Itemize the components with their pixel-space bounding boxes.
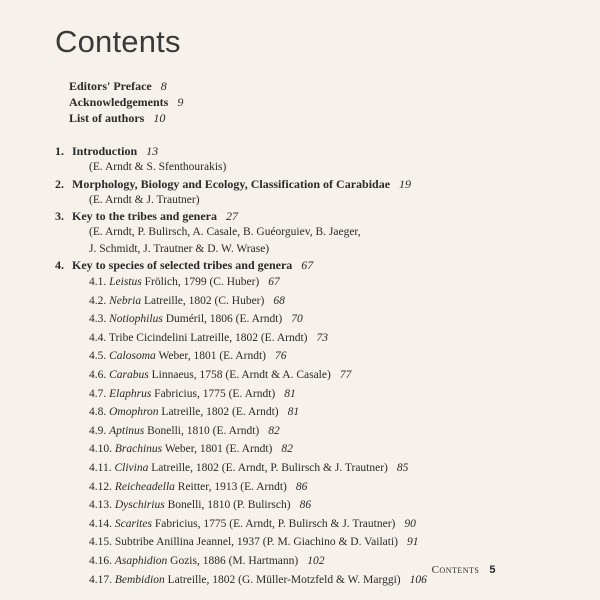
section-label: Weber, 1801 (E. Arndt)	[158, 350, 266, 363]
chapter-authors: (E. Arndt, P. Bulirsch, A. Casale, B. Guéorguiev, B. Jaeger,	[89, 226, 361, 238]
page-number: 82	[268, 424, 280, 437]
chapter-authors: (E. Arndt & J. Trautner)	[89, 193, 200, 206]
page-number: 27	[225, 209, 238, 223]
page-number: 9	[177, 95, 184, 109]
section-number: 4.2.	[89, 294, 107, 307]
page-number: 82	[281, 443, 293, 456]
chapter-authors: J. Schmidt, J. Trautner & D. W. Wrase)	[89, 242, 270, 255]
chapter-number: 3.	[55, 209, 64, 223]
chapter-number: 1.	[55, 144, 64, 158]
section-number: 4.7.	[89, 387, 107, 400]
folio-page-number: 5	[489, 564, 496, 576]
section-number: 4.10.	[89, 443, 112, 456]
page-number: 19	[399, 176, 412, 191]
chapter-label: Key to species of selected tribes and genera	[72, 258, 293, 272]
entry-label: Acknowledgements	[69, 95, 169, 109]
entry-label: Editors' Preface	[69, 79, 152, 93]
section-label: Fabricius, 1775 (E. Arndt, P. Bulirsch & J. Trautner)	[154, 517, 396, 530]
taxon-name: Carabus	[109, 368, 149, 381]
taxon-name: Brachinus	[114, 443, 163, 456]
section-entry[interactable]	[55, 515, 595, 534]
section-number: 4.8.	[89, 406, 107, 419]
section-entry[interactable]	[55, 533, 595, 552]
page-number: 77	[339, 368, 352, 381]
section-number: 4.1.	[89, 276, 107, 288]
page-number: 76	[274, 350, 287, 363]
section-label: Gozis, 1886 (M. Hartmann)	[170, 554, 299, 567]
section-label: Latreille, 1802 (G. Müller-Motzfeld & W. Marggi)	[167, 573, 401, 586]
section-label: Bonelli, 1810 (P. Bulirsch)	[167, 499, 291, 512]
taxon-name: Calosoma	[109, 350, 156, 363]
section-label: Weber, 1801 (E. Arndt)	[164, 443, 273, 456]
section-entry[interactable]	[55, 366, 595, 385]
section-label: Fabricius, 1775 (E. Arndt)	[154, 387, 276, 400]
section-entry[interactable]	[55, 310, 595, 329]
page-number: 8	[160, 79, 167, 93]
section-label: Frölich, 1799 (C. Huber)	[144, 276, 260, 288]
page-number: 106	[409, 573, 427, 586]
chapter-1	[55, 143, 595, 176]
page-number: 73	[316, 331, 328, 344]
page-number: 86	[295, 480, 308, 493]
taxon-name: Reicheadella	[114, 480, 175, 493]
toc-entry[interactable]	[69, 94, 183, 110]
section-number: 4.11.	[89, 461, 112, 474]
taxon-name: Nebria	[109, 294, 142, 307]
section-label: Latreille, 1802 (E. Arndt, P. Bulirsch & J. Trautner)	[151, 461, 388, 474]
taxon-name: Clivina	[114, 461, 149, 474]
section-entry[interactable]	[55, 440, 595, 459]
section-number: 4.16.	[89, 554, 112, 567]
chapter-number: 4.	[55, 258, 64, 272]
chapter-title[interactable]	[55, 257, 595, 273]
entry-label: List of authors	[69, 111, 145, 125]
section-label: Bonelli, 1810 (E. Arndt)	[147, 424, 260, 437]
chapter-authors: (E. Arndt & S. Sfenthourakis)	[89, 161, 227, 173]
taxon-name: Bembidion	[114, 573, 165, 586]
chapter-label: Key to the tribes and genera	[72, 209, 217, 223]
taxon-name: Omophron	[109, 406, 159, 419]
chapter-3	[55, 208, 595, 257]
page-number: 81	[287, 406, 300, 419]
chapter-title[interactable]	[55, 176, 595, 192]
front-matter-list	[69, 78, 183, 126]
section-entry[interactable]	[55, 496, 595, 515]
section-number: 4.14.	[89, 517, 112, 530]
section-label: Duméril, 1806 (E. Arndt)	[165, 313, 283, 326]
toc-entry[interactable]	[69, 110, 183, 126]
page-number: 67	[301, 258, 314, 272]
chapter-4	[55, 257, 595, 589]
section-label: Linnaeus, 1758 (E. Arndt & A. Casale)	[151, 368, 331, 381]
section-number: 4.17.	[89, 573, 112, 586]
page-number: 70	[291, 313, 303, 326]
taxon-name: Asaphidion	[114, 554, 168, 567]
section-entry[interactable]	[55, 459, 595, 478]
chapter-number: 2.	[55, 176, 64, 191]
section-label: Subtribe Anillina Jeannel, 1937 (P. M. Giachino & D. Vailati)	[114, 536, 398, 549]
page-number: 85	[396, 461, 409, 474]
taxon-name: Scarites	[114, 517, 152, 530]
chapter-title[interactable]	[55, 143, 595, 159]
page-number: 10	[153, 111, 166, 125]
section-entry[interactable]	[55, 292, 595, 311]
section-entry[interactable]	[55, 571, 595, 590]
chapter-label: Morphology, Biology and Ecology, Classification of Carabidae	[72, 176, 391, 191]
taxon-name: Leistus	[109, 276, 142, 288]
section-entry[interactable]	[55, 552, 595, 571]
page-number: 90	[404, 517, 416, 530]
running-footer	[432, 564, 496, 576]
section-label: Reitter, 1913 (E. Arndt)	[177, 480, 287, 493]
page-number: 68	[273, 294, 285, 307]
chapter-2	[55, 176, 595, 209]
section-number: 4.13.	[89, 499, 112, 512]
section-number: 4.15.	[89, 536, 112, 549]
section-entry[interactable]	[55, 422, 595, 441]
section-number: 4.9.	[89, 424, 107, 437]
taxon-name: Elaphrus	[109, 387, 152, 400]
section-entry[interactable]	[55, 385, 595, 404]
section-number: 4.6.	[89, 368, 107, 381]
section-number: 4.5.	[89, 350, 107, 363]
section-entry[interactable]	[55, 329, 595, 348]
page-title: Contents	[55, 24, 181, 59]
section-number: 4.4.	[89, 331, 107, 344]
section-label: Tribe Cicindelini Latreille, 1802 (E. Arndt)	[108, 331, 308, 344]
page-number: 91	[406, 536, 419, 549]
page-number: 13	[146, 144, 159, 158]
section-entry[interactable]	[55, 478, 595, 497]
section-label: Latreille, 1802 (C. Huber)	[143, 294, 265, 307]
taxon-name: Dyschirius	[114, 499, 165, 512]
section-entry[interactable]	[55, 403, 595, 422]
page-number: 81	[284, 387, 296, 400]
page-number: 86	[299, 499, 312, 512]
section-number: 4.3.	[89, 313, 107, 326]
section-entry[interactable]	[55, 273, 595, 292]
section-number: 4.12.	[89, 480, 112, 493]
footer-label: Contents	[431, 564, 480, 576]
page-number: 67	[268, 276, 280, 288]
section-label: Latreille, 1802 (E. Arndt)	[161, 406, 279, 419]
chapter-label: Introduction	[72, 144, 138, 158]
toc-entry[interactable]	[69, 78, 183, 94]
section-entry[interactable]	[55, 347, 595, 366]
chapter-title[interactable]	[55, 208, 595, 224]
taxon-name: Aptinus	[109, 424, 145, 437]
taxon-name: Notiophilus	[109, 313, 163, 326]
section-list	[55, 273, 595, 589]
page-number: 102	[307, 554, 325, 567]
chapter-list	[55, 143, 595, 589]
